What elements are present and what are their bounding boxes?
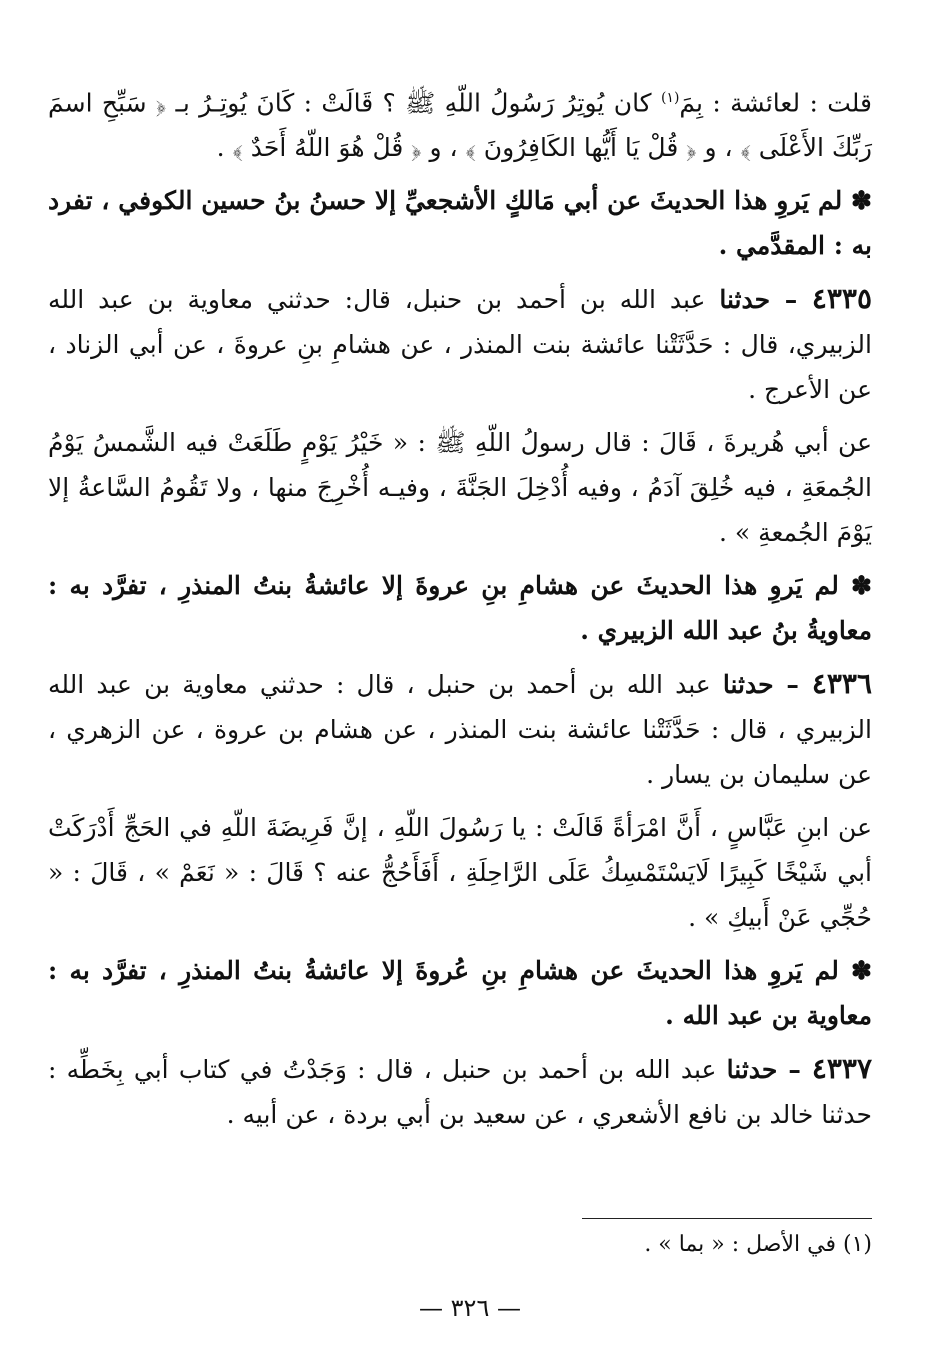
hadith-text: عن أبي هُريرةَ ، قَالَ : قال رسولُ اللّهِ ﷺ : « خَيْرُ يَوْمٍ طَلَعَتْ فيه الشَّمسُ يَوْمُ الجُمعَةِ ، فيه خُلِقَ آدَمُ ، وفيه أُدْخِلَ الجَنَّةَ ، وفيـه أُخْرِجَ منها ، ولا تَقُومُ السَّاعةُ إلا يَوْمَ الجُمعةِ » .: [48, 428, 872, 548]
commentary-note: ✽ لم يَروِ هذا الحديثَ عن هشامِ بنِ عُروةَ إلا عائشةُ بنتُ المنذرِ ، تفرَّد به : معاوية بن عبد الله .: [48, 956, 872, 1031]
isnad-text: عبد الله بن أحمد بن حنبل ، قال : وَجَدْتُ في كتاب أبي بِخَطِّه : حدثنا خالد بن نافع الأشعري ، عن سعيد بن أبي بردة ، عن أبيه .: [48, 1055, 872, 1130]
hadith-text: عن ابنِ عَبَّاسٍ ، أَنَّ امْرَأةً قَالَتْ : يا رَسُولَ اللّهِ ، إنَّ فَرِيضَةَ اللّهِ في الحَجِّ أَدْرَكَتْ أبي شَيْخًا كَبِيرًا لَايَسْتَمْسِكُ عَلَى الرَّاحِلَةِ ، أَفَأَحُجُّ عنه ؟ قَالَ : « نَعَمْ » ، قَالَ : « حُجِّي عَنْ أَبيكِ » .: [48, 813, 872, 933]
hadith-lead: – حدثنا: [719, 285, 812, 315]
hadith-lead: – حدثنا: [726, 1055, 812, 1085]
hadith-number: ٤٣٣٧: [811, 1052, 872, 1086]
footnote-divider: [582, 1218, 872, 1219]
page-number: — ٣٢٦ —: [419, 1294, 521, 1322]
hadith-number: ٤٣٣٦: [811, 667, 872, 701]
hadith-continuation: [48, 76, 872, 170]
footnote-marker: (١): [660, 90, 680, 106]
hadith-4335: [48, 276, 872, 412]
text-part: كان يُوتِرُ رَسُولُ اللّهِ ﷺ ؟ قَالَتْ : كَانَ يُوتِـرُ بـ ﴿ سَبِّحِ اسمَ رَبِّكَ الأَعْلَى ﴾ ، و ﴿ قُلْ يَا أَيُّها الكَافِرُونَ ﴾ ، و ﴿ قُلْ هُوَ اللّهُ أَحَدٌ ﴾ .: [48, 88, 872, 163]
hadith-4337: [48, 1046, 872, 1137]
footnote: (١) في الأصل : « بما » .: [644, 1232, 872, 1257]
isnad-text: عبد الله بن أحمد بن حنبل ، قال : حدثني معاوية بن عبد الله الزبيري ، قال : حَدَّثَتْنا عائشة بنت المنذر ، عن هشام بن عروة ، عن الزهري ، عن سليمان بن يسار .: [48, 670, 872, 790]
hadith-4336: [48, 661, 872, 797]
hadith-lead: – حدثنا: [722, 670, 812, 700]
commentary-note: ✽ لم يَروِ هذا الحديثَ عن هشامِ بنِ عروةَ إلا عائشةُ بنتُ المنذرِ ، تفرَّد به : معاويةُ بنُ عبد الله الزبيري .: [48, 571, 872, 646]
isnad-text: عبد الله بن أحمد بن حنبل، قال: حدثني معاوية بن عبد الله الزبيري، قال : حَدَّثَتْنا عائشة بنت المنذر ، عن هشامِ بنِ عروةَ ، عن أبي الزناد ، عن الأعرج .: [48, 285, 872, 405]
hadith-number: ٤٣٣٥: [811, 282, 872, 316]
text-part: قلت : لعائشة : بِمَ: [679, 88, 872, 118]
main-text: [48, 76, 872, 1145]
commentary-note: ✽ لم يَروِ هذا الحديثَ عن أبي مَالكٍ الأشجعيِّ إلا حسنُ بنُ حسين الكوفي ، تفرد به : المقدَّمي .: [48, 186, 872, 261]
